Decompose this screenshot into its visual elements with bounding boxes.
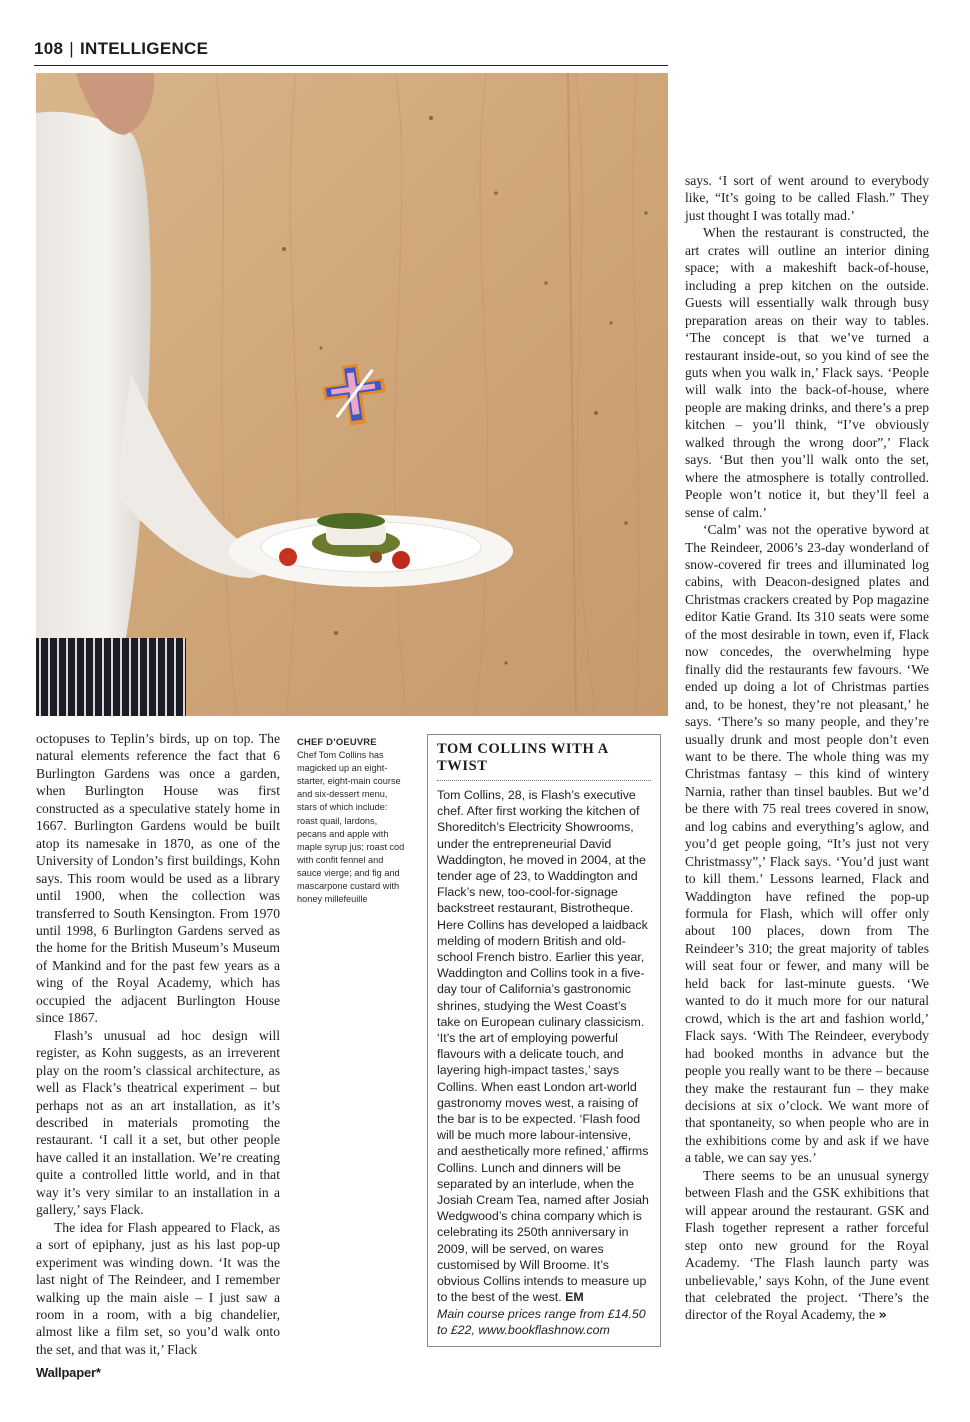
right-paragraph xyxy=(685,1167,929,1325)
sidebar-body xyxy=(437,787,651,1338)
caption-text: Chef Tom Collins has magicked up an eight-starter, eight-main course and six-dessert menu, stars of which include: roast quail, lardons, pecans and apple with maple syrup jus; roast cod with confit fennel and sauce vierge; and fig and mascarpone custard with honey millefeuille xyxy=(297,750,405,905)
left-column xyxy=(36,730,280,1358)
right-paragraph-text: There seems to be an unusual synergy between Flash and the GSK exhibitions that will appear around the restaurant. GSK and Flash together represent a rather forceful step onto new ground for the Royal Academy. ‘The Flash launch party was unbelievable,’ says Kohn, of the June event that celebrated the project. ‘There’s the director of the Royal Academy, the xyxy=(685,1167,929,1323)
price-note: Main course prices range from £14.50 to £22, www.bookflashnow.com xyxy=(437,1306,646,1337)
left-paragraph: octopuses to Teplin’s birds, up on top. The natural elements reference the fact that 6 Burlington Gardens was once a garden, when Burlington House was first constructed as a speculative stately home in 1667. Burlington Gardens would be built atop its namesake in 1870, as one of the University of London’s first buildings, Kohn says. This room would be used as a library until 1900, when the collection was transferred to South Kensington. From 1970 until 1998, 6 Burlington Gardens served as the home for the British Museum’s Museum of Mankind and for the past few years as a wing of the Royal Academy, which has occupied the adjacent Burlington House since 1867. xyxy=(36,731,280,1026)
right-paragraph: When the restaurant is constructed, the art crates will outline an interior dining space; with a makeshift back-of-house, including a prep kitchen on the outside. Guests will essentially walk through busy preparation areas on their way to tables. ‘The concept is that we’ve turned a restaurant inside-out, so you kind of see the guts when you walk in,’ Flack says. ‘People will walk into the back-of-house, where people are making drinks, and there’s a prep kitchen – you’ll think, “I’ve obviously walked through the wrong door”,’ Flack says. ‘But then you’ll walk onto the set, where the atmosphere is totally controlled. People won’t notice it, but they’ll feel a sense of calm.’ xyxy=(685,225,929,520)
magazine-brand: Wallpaper* xyxy=(36,1365,101,1380)
right-paragraph: says. ‘I sort of went around to everybody like, “It’s going to be called Flash.” They just thought I was totally mad.’ xyxy=(685,173,929,223)
page-header xyxy=(34,39,668,66)
page-number: 108 xyxy=(34,39,64,58)
chef-photo xyxy=(36,73,668,716)
sidebar-box xyxy=(427,734,661,1347)
sidebar-title: TOM COLLINS WITH A TWIST xyxy=(437,741,651,781)
continue-arrow-icon: » xyxy=(878,1308,887,1324)
author-initials: EM xyxy=(565,1290,584,1305)
photo-caption xyxy=(297,735,409,906)
header-divider: | xyxy=(69,39,74,58)
left-paragraph: Flash’s unusual ad hoc design will register, as Kohn suggests, as an irreverent play on the room’s classical architecture, as well as Flack’s theatrical experiment – but perhaps not as an art installation, as it’s described in materials promoting the restaurant. ‘I call it a set, but other people have called it an installation. We’re creating quite a controlled little world, and in that way it’s very similar to an installation in a gallery,’ says Flack. xyxy=(36,1027,280,1218)
caption-title: CHEF D’OEUVRE xyxy=(297,736,377,747)
sidebar-text: Tom Collins, 28, is Flash’s executive chef. After first working the kitchen of Shoreditch’s Electricity Showrooms, under the entrepreneurial David Waddington, he moved in 2004, at the tender age of 23, to Waddington and Flack’s new, too-cool-for-signage backstreet restaurant, Bistrotheque. Here Collins has developed a laidback melding of modern British and old-school French bistro. Earlier this year, Waddington and Collins took in a five-day tour of California’s gastronomic shrines, studying the West Coast’s take on European culinary classicism. ‘It’s the art of employing powerful flavours with a delicate touch, and layering high-impact tastes,’ says Collins. When east London art-world gastronomy moves west, a raising of the bar is to be expected. ‘Flash food will be much more labour-intensive, and aesthetically more refined,’ affirms Collins. Lunch and dinners will be separated by an interlude, when the Josiah Cream Tea, named after Josiah Wedgwood’s china company which is celebrating its 250th anniversary in 2009, will be served, on wares customised by Will Broome. It’s obvious Collins intends to measure up to the best of the west. xyxy=(437,788,649,1305)
right-paragraph: ‘Calm’ was not the operative byword at The Reindeer, 2006’s 23-day wonderland of snow-covered fir trees and illuminated log cabins, with Deacon-designed plates and Christmas crackers created by Pop magazine editor Katie Grand. Its 310 seats were some of the most desirable in town, even if, Flack now concedes, the overwhelming hype finally did the restaurants few favours. ‘We ended up doing a lot of Christmas parties and, to be honest, they’re not pleasant,’ he says. ‘There’s so many people, and they’re usually drunk and most people don’t even want to be there. The whole thing was my Christmas fantasy – this kind of wintery Narnia, rather than tinsel baubles. But we’d be there with 75 real trees covered in snow, and log cabins and everything’s aglow, and you’d get people going, “It’s just not very Christmassy”,’ Flack says. ‘You’d just want to kill them.’ Lessons learned, Flack and Waddington have refined the pop-up formula for Flash, which will offer only about 100 places, down from The Reindeer’s 310; the great majority of tables will seat four or fewer, and many will be held back for last-minute guests. ‘We wanted to do it much more for our natural crowd, which is the art and fashion world,’ Flack says. ‘With The Reindeer, everybody had booked months in advance but the people you really want to be there – because they make the restaurant fun – they make decisions at six o’clock. We want more of that spontaneity, so when people who are in the exhibitions come by and ask if we have a table, we can say yes.’ xyxy=(685,522,929,1166)
right-column xyxy=(685,172,929,1325)
left-paragraph: The idea for Flash appeared to Flack, as a sort of epiphany, just as his last pop-up experiment was winding down. ‘It was the last night of The Reindeer, and I remember walking up the main aisle – I just saw a room in a room, with a big chandelier, almost like a film set, so you’d walk onto the set, and that was it,’ Flack xyxy=(36,1219,280,1357)
section-title: INTELLIGENCE xyxy=(79,39,209,58)
